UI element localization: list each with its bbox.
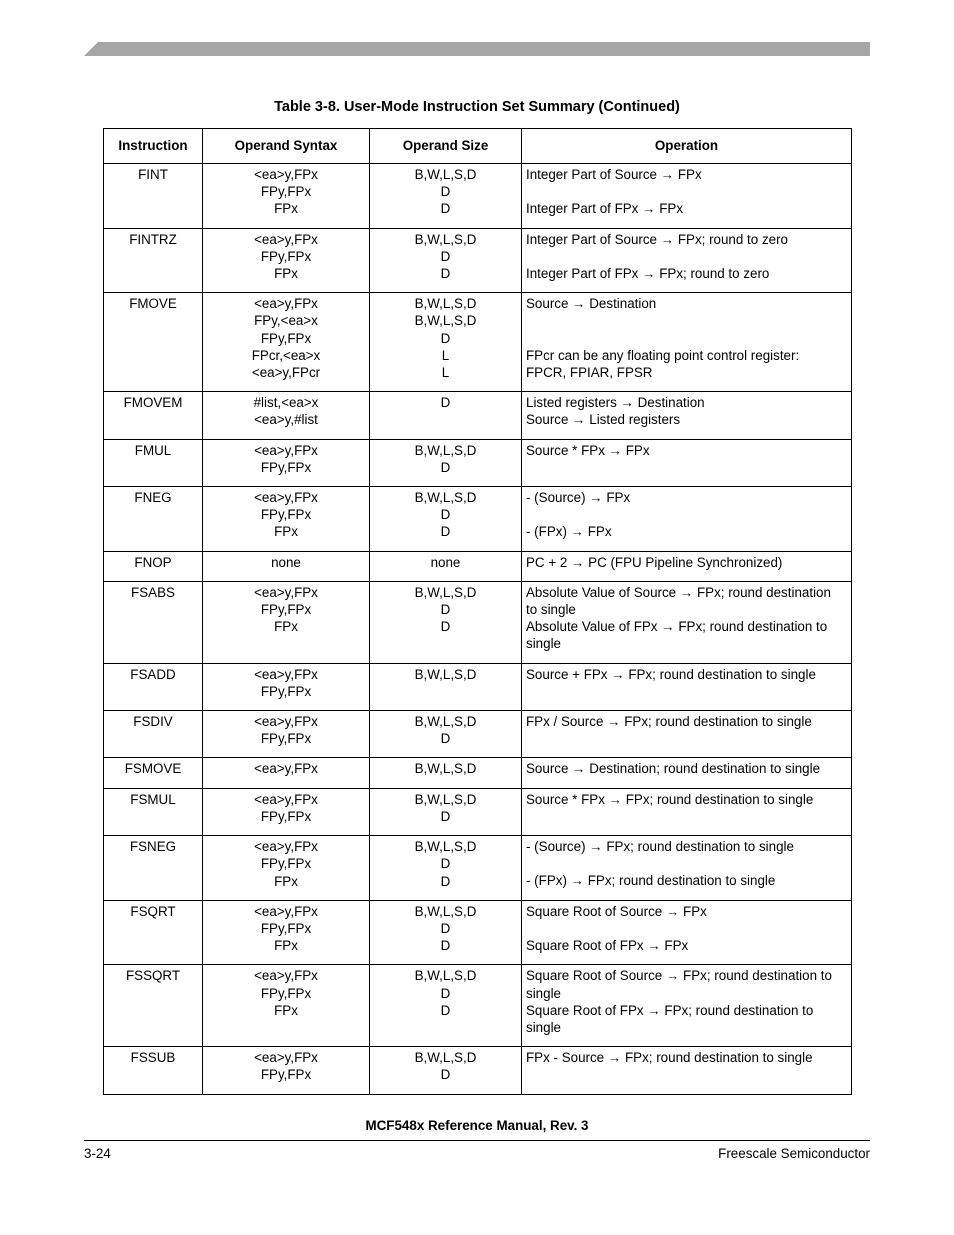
operation-line: Source → Destination; round destination to single <box>526 761 821 777</box>
operand-size-line: D <box>440 619 451 635</box>
operand-size-line: L <box>441 365 450 381</box>
operand-syntax-line: <ea>y,FPx <box>254 296 318 312</box>
operand-size-cell <box>370 711 522 758</box>
operation-line: Integer Part of FPx → FPx <box>526 201 684 217</box>
operation-cell <box>522 788 852 835</box>
operand-syntax-line: <ea>y,FPx <box>254 761 318 777</box>
instruction-cell: FMUL <box>104 439 203 486</box>
instruction-cell: FSSQRT <box>104 965 203 1047</box>
operand-syntax-line: FPy,FPx <box>260 683 312 699</box>
operand-syntax-cell <box>203 487 370 552</box>
operand-size-line: D <box>440 330 451 346</box>
instruction-cell: FINTRZ <box>104 228 203 293</box>
operand-size-line: B,W,L,S,D <box>414 231 477 247</box>
operation-line <box>526 312 847 329</box>
operation-line: - (Source) → FPx; round destination to single <box>526 839 794 855</box>
operand-size-cell <box>370 164 522 229</box>
operand-syntax-cell <box>203 551 370 581</box>
operation-cell <box>522 164 852 229</box>
operation-line: Listed registers → Destination <box>526 395 705 411</box>
operation-line <box>526 506 847 523</box>
operation-line <box>526 920 847 937</box>
operand-size-cell <box>370 965 522 1047</box>
operand-size-line: B,W,L,S,D <box>414 584 477 600</box>
operation-line: Integer Part of Source → FPx; round to zero <box>526 231 788 247</box>
operation-line: Source * FPx → FPx <box>526 442 650 458</box>
operation-cell <box>522 392 852 439</box>
operand-size-line: B,W,L,S,D <box>414 296 477 312</box>
instruction-cell: FMOVEM <box>104 392 203 439</box>
operand-size-line: B,W,L,S,D <box>414 442 477 458</box>
operation-line: - (Source) → FPx <box>526 490 631 506</box>
operand-syntax-cell <box>203 965 370 1047</box>
operand-syntax-line: <ea>y,FPx <box>254 167 318 182</box>
operand-syntax-line: <ea>y,FPx <box>254 490 318 506</box>
operation-line: FPx - Source → FPx; round destination to single <box>526 1050 813 1066</box>
operation-line: Source → Listed registers <box>526 412 681 428</box>
operation-line: Absolute Value of Source → FPx; round destination <box>526 584 831 600</box>
operand-syntax-line: FPy,FPx <box>260 920 312 936</box>
instruction-cell: FSMOVE <box>104 758 203 788</box>
operand-syntax-line: <ea>y,FPx <box>254 442 318 458</box>
operand-syntax-line: FPx <box>274 524 298 540</box>
operand-size-line: D <box>440 731 451 747</box>
instruction-cell: FSQRT <box>104 900 203 965</box>
operand-syntax-line: FPx <box>274 873 298 889</box>
operation-line: Source → Destination <box>526 296 657 312</box>
operand-size-cell <box>370 836 522 901</box>
operation-cell <box>522 758 852 788</box>
operation-line: to single <box>526 602 576 618</box>
table-row <box>104 439 852 486</box>
operation-line <box>526 183 847 200</box>
page-number: 3-24 <box>84 1146 111 1161</box>
table-row <box>104 164 852 229</box>
operand-size-cell <box>370 663 522 710</box>
operand-syntax-cell <box>203 439 370 486</box>
operand-syntax-cell <box>203 581 370 663</box>
table-row <box>104 663 852 710</box>
operation-line: Square Root of Source → FPx; round destination to <box>526 968 832 984</box>
operation-cell <box>522 228 852 293</box>
operand-size-line: D <box>440 856 451 872</box>
operand-syntax-line: FPy,FPx <box>260 184 312 200</box>
operation-line: single <box>526 1019 561 1035</box>
table-row <box>104 1047 852 1094</box>
operation-cell <box>522 965 852 1047</box>
operand-size-line: none <box>430 554 461 570</box>
operand-syntax-line: FPy,FPx <box>260 507 312 523</box>
operation-line: Square Root of FPx → FPx <box>526 938 689 954</box>
operand-syntax-line: FPy,FPx <box>260 808 312 824</box>
operation-line <box>526 855 847 872</box>
operand-syntax-line: <ea>y,FPcr <box>251 365 321 381</box>
operand-syntax-line: FPx <box>274 619 298 635</box>
instruction-cell: FSMUL <box>104 788 203 835</box>
column-header-operand-size: Operand Size <box>370 129 522 164</box>
operand-size-line: B,W,L,S,D <box>414 791 477 807</box>
operand-syntax-cell <box>203 836 370 901</box>
instruction-cell: FNEG <box>104 487 203 552</box>
operand-size-cell <box>370 392 522 439</box>
operand-size-cell <box>370 581 522 663</box>
operand-syntax-line: FPx <box>274 201 298 217</box>
operation-line: FPcr can be any floating point control register: <box>526 347 800 363</box>
operation-cell <box>522 836 852 901</box>
table-row <box>104 788 852 835</box>
operation-line: Square Root of Source → FPx <box>526 903 707 919</box>
manual-title: MCF548x Reference Manual, Rev. 3 <box>365 1118 589 1133</box>
instruction-cell: FSADD <box>104 663 203 710</box>
operand-syntax-cell <box>203 711 370 758</box>
operation-line <box>526 330 847 347</box>
operand-size-cell <box>370 487 522 552</box>
operand-syntax-cell <box>203 788 370 835</box>
operand-syntax-line: FPy,FPx <box>260 330 312 346</box>
operand-syntax-line: FPy,<ea>x <box>254 313 318 329</box>
table-row <box>104 965 852 1047</box>
operation-cell <box>522 663 852 710</box>
operand-syntax-cell <box>203 228 370 293</box>
operand-syntax-line: <ea>y,FPx <box>254 968 318 984</box>
header-bar <box>84 42 870 56</box>
table-row <box>104 392 852 439</box>
operand-syntax-line: FPx <box>274 1002 298 1018</box>
operation-line: FPx / Source → FPx; round destination to single <box>526 714 812 730</box>
operand-size-line: B,W,L,S,D <box>414 839 477 855</box>
operand-syntax-line: FPy,FPx <box>260 248 312 264</box>
operand-syntax-line: <ea>y,FPx <box>254 714 318 730</box>
table-row <box>104 487 852 552</box>
instruction-set-table <box>103 128 852 1095</box>
operation-cell <box>522 900 852 965</box>
column-header-operand-syntax: Operand Syntax <box>203 129 370 164</box>
operand-size-line: B,W,L,S,D <box>414 714 477 730</box>
operand-size-line: D <box>440 1002 451 1018</box>
operand-size-line: D <box>440 395 451 411</box>
table-row <box>104 836 852 901</box>
operand-syntax-line: FPx <box>274 266 298 282</box>
operand-size-line: D <box>440 920 451 936</box>
operation-line: FPCR, FPIAR, FPSR <box>526 365 653 380</box>
operation-cell <box>522 581 852 663</box>
operand-size-line: B,W,L,S,D <box>414 490 477 506</box>
table-row <box>104 581 852 663</box>
operand-size-cell <box>370 900 522 965</box>
operation-line: Integer Part of FPx → FPx; round to zero <box>526 266 770 281</box>
operand-syntax-cell <box>203 758 370 788</box>
operand-syntax-line: FPy,FPx <box>260 985 312 1001</box>
operand-size-line: D <box>440 201 451 217</box>
operation-line: Square Root of FPx → FPx; round destination to <box>526 1002 814 1018</box>
operation-line: Source + FPx → FPx; round destination to single <box>526 666 816 682</box>
instruction-cell: FSNEG <box>104 836 203 901</box>
table-title: Table 3-8. User-Mode Instruction Set Summary (Continued) <box>274 99 680 115</box>
operand-syntax-line: FPy,FPx <box>260 731 312 747</box>
operand-syntax-line: <ea>y,FPx <box>254 839 318 855</box>
instruction-cell: FMOVE <box>104 293 203 392</box>
table-row <box>104 228 852 293</box>
operand-size-line: D <box>440 808 451 824</box>
operand-size-cell <box>370 1047 522 1094</box>
footer-divider <box>84 1140 870 1141</box>
company-name: Freescale Semiconductor <box>718 1146 870 1161</box>
operand-syntax-line: FPx <box>274 938 298 954</box>
operand-syntax-line: #list,<ea>x <box>253 395 319 411</box>
operand-size-line: B,W,L,S,D <box>414 666 477 682</box>
operand-syntax-cell <box>203 663 370 710</box>
operand-size-line: D <box>440 184 451 200</box>
operand-syntax-cell <box>203 293 370 392</box>
operand-size-line: B,W,L,S,D <box>414 167 477 182</box>
operand-size-line: D <box>440 507 451 523</box>
operand-size-line: B,W,L,S,D <box>414 903 477 919</box>
operation-line: Source * FPx → FPx; round destination to single <box>526 791 814 807</box>
operand-size-line: D <box>440 985 451 1001</box>
instruction-cell: FSABS <box>104 581 203 663</box>
operation-cell <box>522 293 852 392</box>
operand-size-line: D <box>440 602 451 618</box>
operand-syntax-line: <ea>y,FPx <box>254 903 318 919</box>
operand-syntax-line: FPy,FPx <box>260 459 312 475</box>
operand-syntax-cell <box>203 392 370 439</box>
table-row <box>104 900 852 965</box>
operand-size-line: B,W,L,S,D <box>414 313 477 329</box>
operation-cell <box>522 711 852 758</box>
operation-line: single <box>526 985 561 1001</box>
column-header-operation: Operation <box>522 129 852 164</box>
operand-size-cell <box>370 788 522 835</box>
operation-line: - (FPx) → FPx; round destination to single <box>526 873 776 889</box>
operand-syntax-line: <ea>y,FPx <box>254 791 318 807</box>
operand-syntax-cell <box>203 1047 370 1094</box>
table-row <box>104 758 852 788</box>
operand-size-cell <box>370 293 522 392</box>
operation-cell <box>522 439 852 486</box>
operation-line <box>526 248 847 265</box>
operand-size-line: D <box>440 459 451 475</box>
instruction-cell: FNOP <box>104 551 203 581</box>
operation-line: single <box>526 636 561 652</box>
operand-size-cell <box>370 551 522 581</box>
table-header-row <box>104 129 852 164</box>
operand-size-line: D <box>440 873 451 889</box>
operand-syntax-line: <ea>y,#list <box>254 412 318 428</box>
operand-syntax-line: <ea>y,FPx <box>254 584 318 600</box>
operand-syntax-line: <ea>y,FPx <box>254 231 318 247</box>
table-row <box>104 293 852 392</box>
operand-syntax-line: none <box>271 554 301 570</box>
operand-size-line: L <box>441 347 450 363</box>
operation-line: Absolute Value of FPx → FPx; round destination to <box>526 619 828 635</box>
operation-cell <box>522 551 852 581</box>
operand-size-line: B,W,L,S,D <box>414 761 477 777</box>
operation-cell <box>522 1047 852 1094</box>
instruction-cell: FSDIV <box>104 711 203 758</box>
instruction-cell: FINT <box>104 164 203 229</box>
operation-line: PC + 2 → PC (FPU Pipeline Synchronized) <box>526 554 783 570</box>
table-body <box>104 164 852 1095</box>
operand-size-cell <box>370 228 522 293</box>
operand-size-line: D <box>440 524 451 540</box>
operation-line: - (FPx) → FPx <box>526 524 612 540</box>
operand-syntax-line: FPy,FPx <box>260 602 312 618</box>
operand-syntax-line: <ea>y,FPx <box>254 1050 318 1066</box>
operand-size-line: D <box>440 938 451 954</box>
operand-syntax-line: <ea>y,FPx <box>254 666 318 682</box>
operand-size-line: D <box>440 266 451 282</box>
operand-size-line: D <box>440 248 451 264</box>
operand-syntax-line: FPcr,<ea>x <box>251 347 321 363</box>
operand-syntax-line: FPy,FPx <box>260 856 312 872</box>
operand-size-line: B,W,L,S,D <box>414 1050 477 1066</box>
operand-size-line: D <box>440 1067 451 1083</box>
operand-size-line: B,W,L,S,D <box>414 968 477 984</box>
operand-size-cell <box>370 439 522 486</box>
operand-size-cell <box>370 758 522 788</box>
operation-line: Integer Part of Source → FPx <box>526 167 702 182</box>
operand-syntax-cell <box>203 164 370 229</box>
table-row <box>104 551 852 581</box>
instruction-cell: FSSUB <box>104 1047 203 1094</box>
operand-syntax-cell <box>203 900 370 965</box>
operation-cell <box>522 487 852 552</box>
operand-syntax-line: FPy,FPx <box>260 1067 312 1083</box>
table-row <box>104 711 852 758</box>
column-header-instruction: Instruction <box>104 129 203 164</box>
